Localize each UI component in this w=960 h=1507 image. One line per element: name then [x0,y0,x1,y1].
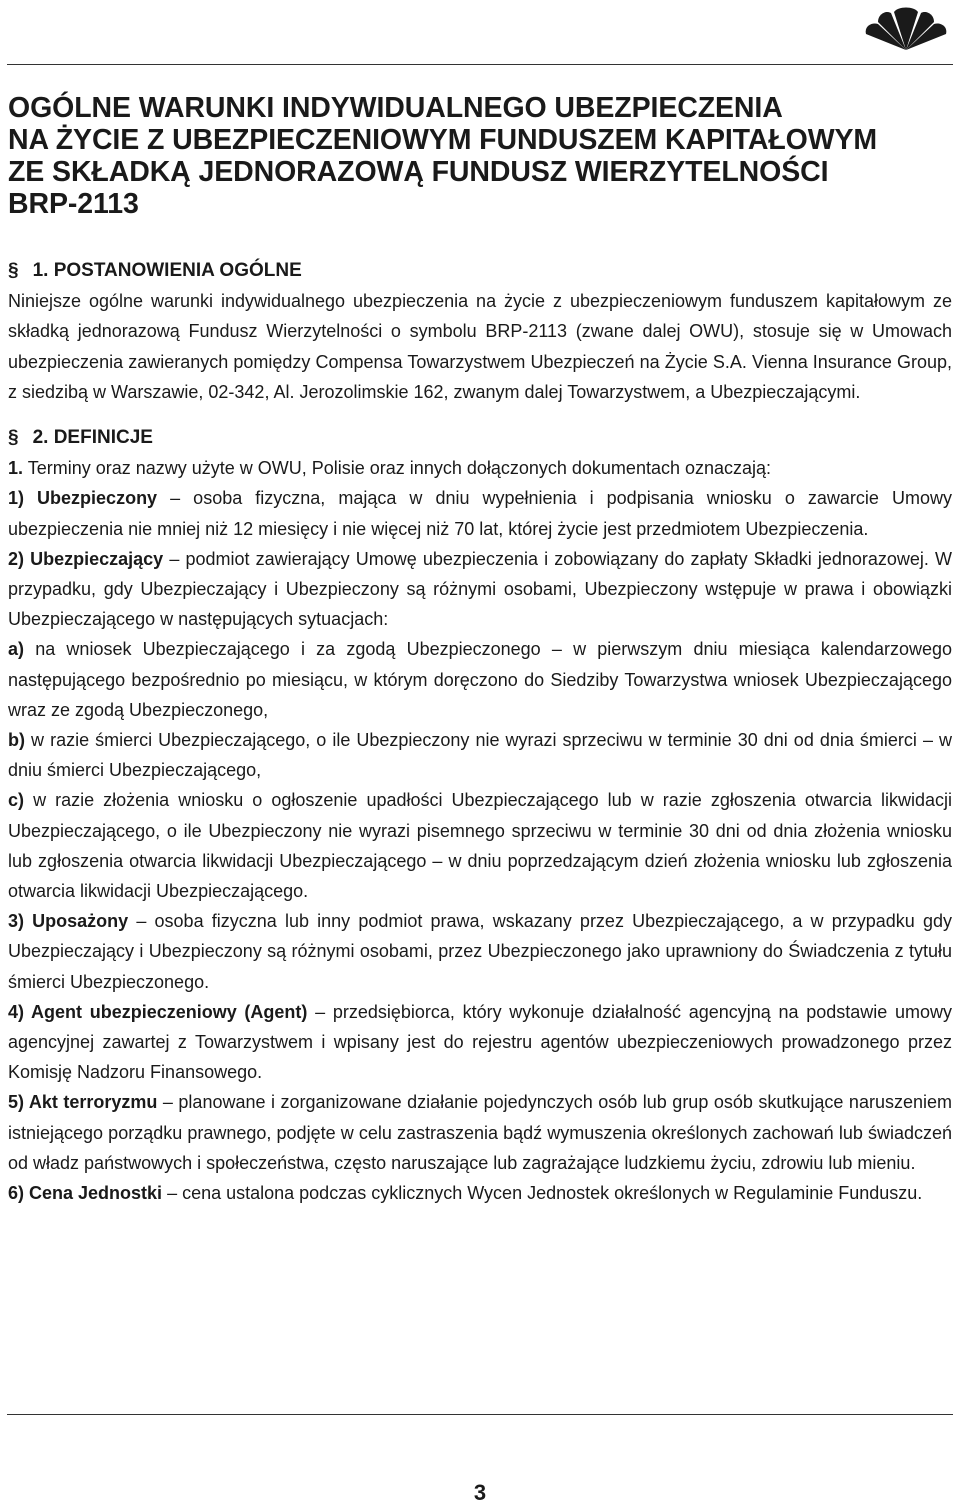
sub-item-c: c) w razie złożenia wniosku o ogłoszenie upadłości Ubezpieczającego lub w razie zgłoszenia otwarcia likwidacji Ubezpieczającego, o ile Ubezpieczony nie wyrazi pisemnego sprzeciwu w terminie 30 dni od dnia złożenia wniosku lub zgłoszenia otwarcia likwidacji Ubezpieczającego – w dniu poprzedzającym dzień złożenia wniosku lub zgłoszenia otwarcia likwidacji Ubezpieczającego. [8,790,952,902]
section-1-paragraph: Niniejsze ogólne warunki indywidualnego ubezpieczenia na życie z ubezpieczeniowym funduszem kapitałowym ze składką jednorazową Fundusz Wierzytelności o symbolu BRP-2113 (zwane dalej OWU), stosuje się w Umowach ubezpieczenia zawieranych pomiędzy Compensa Towarzystwem Ubezpieczeń na Życie S.A. Vienna Insurance Group, z siedzibą w Warszawie, 02-342, Al. Jerozolimskie 162, zwanym dalej Towarzystwem, a Ubezpieczającymi. [8,291,952,402]
fan-shell-logo-icon [858,4,954,52]
section-1-title: 1. POSTANOWIENIA OGÓLNE [32,260,302,281]
document-title [8,92,954,220]
section-2-title: 2. DEFINICJE [32,427,153,449]
title-line-3: ZE SKŁADKĄ JEDNORAZOWĄ FUNDUSZ WIERZYTELNOŚCI [8,156,829,188]
section-2-heading [8,423,952,453]
title-line-2: NA ŻYCIE Z UBEZPIECZENIOWYM FUNDUSZEM KAPITAŁOWYM [8,124,878,156]
bottom-divider [7,1414,953,1415]
sub-item-b: b) w razie śmierci Ubezpieczającego, o ile Ubezpieczony nie wyrazi sprzeciwu w terminie 30 dni od dnia śmierci – w dniu śmierci Ubezpieczającego, [8,730,952,781]
section-sign: § [8,427,19,449]
definition-4: 4) Agent ubezpieczeniowy (Agent) – przedsiębiorca, który wykonuje działalność agencyjną na podstawie umowy agencyjnej zawartej z Towarzystwem i wpisany jest do rejestru agentów ubezpieczeniowych prowadzonego przez Komisję Nadzoru Finansowego. [8,1001,952,1083]
sub-item-a: a) na wniosek Ubezpieczającego i za zgodą Ubezpieczonego – w pierwszym dniu miesiąca kalendarzowego następującego bezpośrednio po miesiącu, w którym doręczono do Siedziby Towarzystwa wniosek Ubezpieczającego wraz ze zgodą Ubezpieczonego, [8,639,952,720]
section-sign: § [8,260,19,281]
sub-item-label: c) [8,790,25,811]
definition-term: 1) Ubezpieczony [8,488,158,509]
definition-term: 5) Akt terroryzmu [8,1092,158,1113]
definition-term: 3) Uposażony [8,911,129,932]
document-body [8,256,952,1208]
definition-term: 4) Agent ubezpieczeniowy (Agent) [8,1001,308,1022]
definitions-intro: 1. Terminy oraz nazwy użyte w OWU, Polisie oraz innych dołączonych dokumentach oznaczają: [8,458,772,479]
clause-number: 1. [8,458,24,479]
definition-3: 3) Uposażony – osoba fizyczna lub inny podmiot prawa, wskazany przez Ubezpieczającego, a w przypadku gdy Ubezpieczający i Ubezpieczony są różnymi osobami, przez Ubezpieczonego jako uprawniony do Świadczenia z tytułu śmierci Ubezpieczonego. [8,911,952,992]
sub-item-label: b) [8,730,25,751]
definition-2: 2) Ubezpieczający – podmiot zawierający Umowę ubezpieczenia i zobowiązany do zapłaty Składki jednorazowej. W przypadku, gdy Ubezpieczający i Ubezpieczony są różnymi osobami, Ubezpieczony wstępuje w prawa i obowiązki Ubezpieczającego w następujących sytuacjach: [8,548,952,630]
definition-6: 6) Cena Jednostki – cena ustalona podczas cyklicznych Wycen Jednostek określonych w Regulaminie Funduszu. [8,1183,923,1204]
title-line-4: BRP-2113 [8,188,139,220]
definition-1: 1) Ubezpieczony – osoba fizyczna, mająca w dniu wypełnienia i podpisania wniosku o zawarcie Umowy ubezpieczenia nie mniej niż 12 miesięcy i nie więcej niż 70 lat, której życie jest przedmiotem Ubezpieczenia. [8,488,952,539]
definition-5: 5) Akt terroryzmu – planowane i zorganizowane działanie pojedynczych osób lub grup osób skutkujące naruszeniem istniejącego porządku prawnego, podjęte w celu zastraszenia bądź wymuszenia określonych zachowań lub świadczeń od władz państwowych i społeczeństwa, często naruszające lub zagrażające ludzkiemu życiu, zdrowiu lub mieniu. [8,1092,952,1173]
page-number: 3 [473,1480,487,1505]
definition-term: 2) Ubezpieczający [8,548,164,569]
sub-item-label: a) [8,639,25,660]
top-divider [7,64,953,65]
section-1-heading [8,256,952,286]
definition-term: 6) Cena Jednostki [8,1183,163,1204]
title-line-1: OGÓLNE WARUNKI INDYWIDUALNEGO UBEZPIECZENIA [8,92,783,124]
